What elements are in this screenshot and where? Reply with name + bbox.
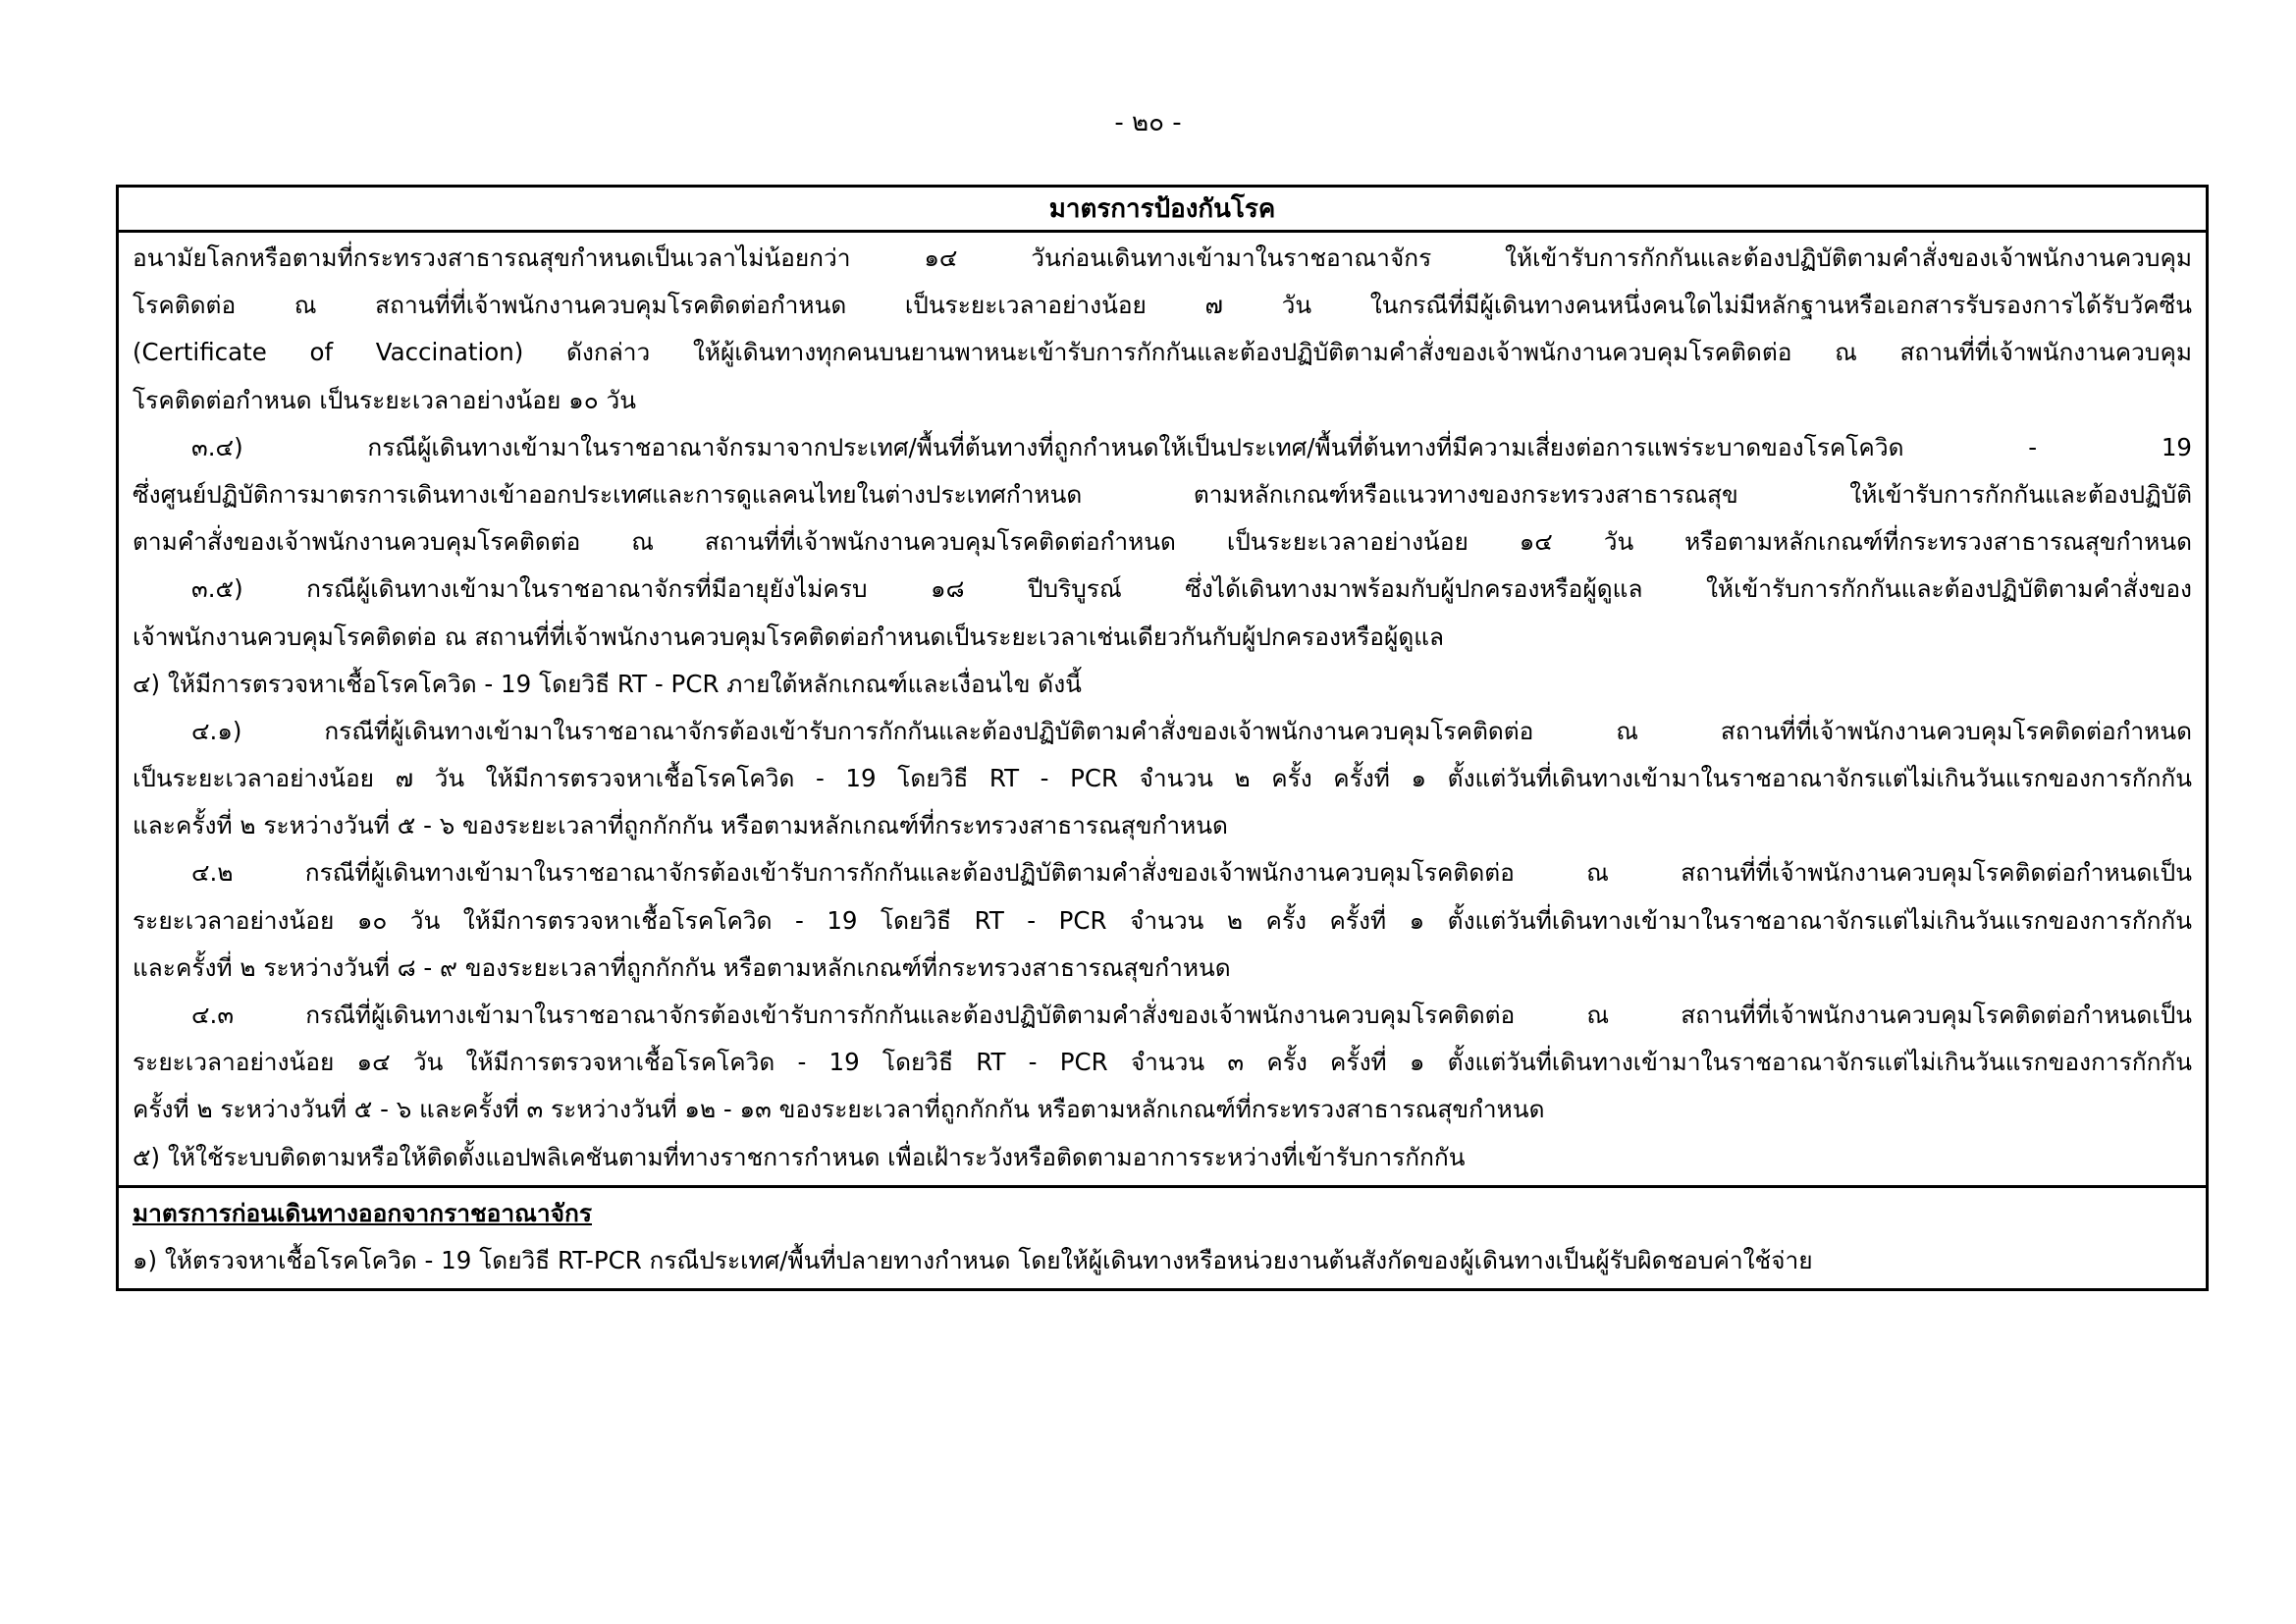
text-line: ระยะเวลาอย่างน้อย ๑๔ วัน ให้มีการตรวจหาเชื้อโรคโควิด - 19 โดยวิธี RT - PCR จำนวน ๓ ครั้ง ครั้งที่ ๑ ตั้งแต่วันที่เดินทางเข้ามาในราชอาณาจักรแต่ไม่เกินวันแรกของการกักกัน	[133, 1048, 2192, 1077]
text-line: เจ้าพนักงานควบคุมโรคติดต่อ ณ สถานที่ที่เจ้าพนักงานควบคุมโรคติดต่อกำหนดเป็นระยะเวลาเช่นเดียวกันกับผู้ปกครองหรือผู้ดูแล	[133, 622, 1445, 651]
text-line: ซึ่งศูนย์ปฏิบัติการมาตรการเดินทางเข้าออกประเทศและการดูแลคนไทยในต่างประเทศกำหนด ตามหลักเกณฑ์หรือแนวทางของกระทรวงสาธารณสุข ให้เข้ารับการกักกันและต้องปฏิบัติ	[133, 479, 2192, 509]
text-line: ๓.๔) กรณีผู้เดินทางเข้ามาในราชอาณาจักรมาจากประเทศ/พื้นที่ต้นทางที่ถูกกำหนดให้เป็นประเทศ/พื้นที่ต้นทางที่มีความเสี่ยงต่อการแพร่ระบาดของโรคโควิด - 19	[191, 432, 2192, 461]
text-line: ๕) ให้ใช้ระบบติดตามหรือให้ติดตั้งแอปพลิเคชันตามที่ทางราชการกำหนด เพื่อเฝ้าระวังหรือติดตามอาการระหว่างที่เข้ารับการกักกัน	[133, 1142, 1466, 1171]
departure-heading: มาตรการก่อนเดินทางออกจากราชอาณาจักร	[133, 1198, 592, 1227]
text-line: ระยะเวลาอย่างน้อย ๑๐ วัน ให้มีการตรวจหาเชื้อโรคโควิด - 19 โดยวิธี RT - PCR จำนวน ๒ ครั้ง ครั้งที่ ๑ ตั้งแต่วันที่เดินทางเข้ามาในราชอาณาจักรแต่ไม่เกินวันแรกของการกักกัน	[133, 905, 2192, 935]
text-line: ครั้งที่ ๒ ระหว่างวันที่ ๕ - ๖ และครั้งที่ ๓ ระหว่างวันที่ ๑๒ - ๑๓ ของระยะเวลาที่ถูกกักกัน หรือตามหลักเกณฑ์ที่กระทรวงสาธารณสุขกำหนด	[133, 1095, 1545, 1124]
text-line: เป็นระยะเวลาอย่างน้อย ๗ วัน ให้มีการตรวจหาเชื้อโรคโควิด - 19 โดยวิธี RT - PCR จำนวน ๒ ครั้ง ครั้งที่ ๑ ตั้งแต่วันที่เดินทางเข้ามาในราชอาณาจักรแต่ไม่เกินวันแรกของการกักกัน	[133, 764, 2192, 793]
text-line: ๔.๑) กรณีที่ผู้เดินทางเข้ามาในราชอาณาจักรต้องเข้ารับการกักกันและต้องปฏิบัติตามคำสั่งของเจ้าพนักงานควบคุมโรคติดต่อ ณ สถานที่ที่เจ้าพนักงานควบคุมโรคติดต่อกำหนด	[191, 716, 2192, 745]
text-line: โรคติดต่อ ณ สถานที่ที่เจ้าพนักงานควบคุมโรคติดต่อกำหนด เป็นระยะเวลาอย่างน้อย ๗ วัน ในกรณีที่มีผู้เดินทางคนหนึ่งคนใดไม่มีหลักฐานหรือเอกสารรับรองการได้รับวัคซีน	[133, 291, 2192, 320]
prevention-section	[119, 233, 2206, 1185]
departure-section	[119, 1185, 2206, 1288]
measures-table	[116, 185, 2209, 1291]
text-line: และครั้งที่ ๒ ระหว่างวันที่ ๘ - ๙ ของระยะเวลาที่ถูกกักกัน หรือตามหลักเกณฑ์ที่กระทรวงสาธารณสุขกำหนด	[133, 952, 1231, 982]
text-line: อนามัยโลกหรือตามที่กระทรวงสาธารณสุขกำหนดเป็นเวลาไม่น้อยกว่า ๑๔ วันก่อนเดินทางเข้ามาในราชอาณาจักร ให้เข้ารับการกักกันและต้องปฏิบัติตามคำสั่งของเจ้าพนักงานควบคุม	[133, 244, 2192, 272]
table-header: มาตรการป้องกันโรค	[119, 188, 2206, 233]
text-line: ๓.๕) กรณีผู้เดินทางเข้ามาในราชอาณาจักรที่มีอายุยังไม่ครบ ๑๘ ปีบริบูรณ์ ซึ่งได้เดินทางมาพร้อมกับผู้ปกครองหรือผู้ดูแล ให้เข้ารับการกักกันและต้องปฏิบัติตามคำสั่งของ	[191, 574, 2192, 604]
text-line: และครั้งที่ ๒ ระหว่างวันที่ ๕ - ๖ ของระยะเวลาที่ถูกกักกัน หรือตามหลักเกณฑ์ที่กระทรวงสาธารณสุขกำหนด	[133, 811, 1228, 840]
text-line: ๔) ให้มีการตรวจหาเชื้อโรคโควิด - 19 โดยวิธี RT - PCR ภายใต้หลักเกณฑ์และเงื่อนไข ดังนี้	[133, 669, 1082, 698]
text-line: โรคติดต่อกำหนด เป็นระยะเวลาอย่างน้อย ๑๐ วัน	[133, 385, 636, 414]
text-line: ๔.๓ กรณีที่ผู้เดินทางเข้ามาในราชอาณาจักรต้องเข้ารับการกักกันและต้องปฏิบัติตามคำสั่งของเจ้าพนักงานควบคุมโรคติดต่อ ณ สถานที่ที่เจ้าพนักงานควบคุมโรคติดต่อกำหนดเป็น	[191, 1001, 2192, 1029]
text-line: ตามคำสั่งของเจ้าพนักงานควบคุมโรคติดต่อ ณ สถานที่ที่เจ้าพนักงานควบคุมโรคติดต่อกำหนด เป็นระยะเวลาอย่างน้อย ๑๔ วัน หรือตามหลักเกณฑ์ที่กระทรวงสาธารณสุขกำหนด	[133, 527, 2192, 557]
text-line: ๔.๒ กรณีที่ผู้เดินทางเข้ามาในราชอาณาจักรต้องเข้ารับการกักกันและต้องปฏิบัติตามคำสั่งของเจ้าพนักงานควบคุมโรคติดต่อ ณ สถานที่ที่เจ้าพนักงานควบคุมโรคติดต่อกำหนดเป็น	[191, 858, 2192, 888]
page-number: - ๒๐ -	[1114, 108, 1182, 137]
text-line: (Certificate of Vaccination) ดังกล่าว ให้ผู้เดินทางทุกคนบนยานพาหนะเข้ารับการกักกันและต้องปฏิบัติตามคำสั่งของเจ้าพนักงานควบคุมโรคติดต่อ ณ สถานที่ที่เจ้าพนักงานควบคุม	[133, 338, 2192, 367]
text-line: ๑) ให้ตรวจหาเชื้อโรคโควิด - 19 โดยวิธี RT-PCR กรณีประเทศ/พื้นที่ปลายทางกำหนด โดยให้ผู้เดินทางหรือหน่วยงานต้นสังกัดของผู้เดินทางเป็นผู้รับผิดชอบค่าใช้จ่าย	[133, 1245, 1813, 1274]
